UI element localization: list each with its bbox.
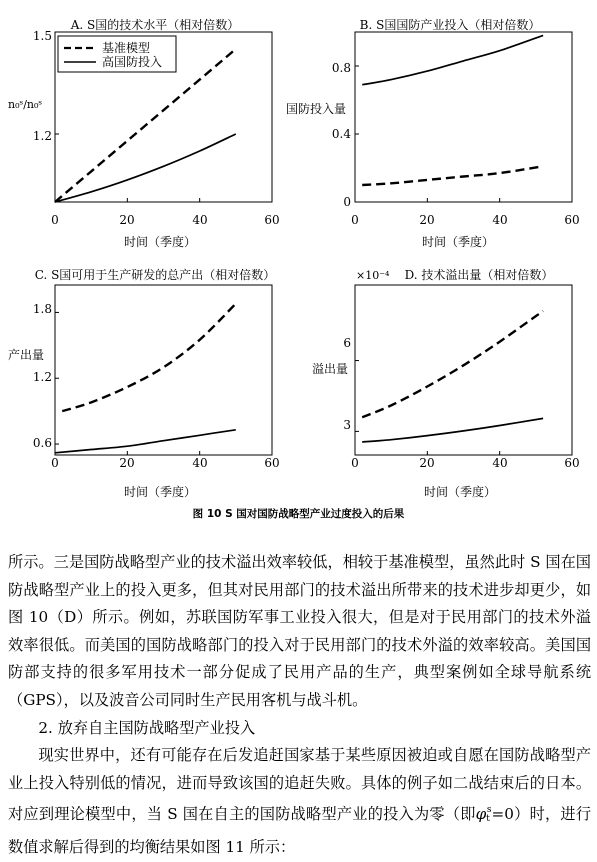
panel-b-xlabel: 时间（季度） [421,235,495,249]
panel-b-xtick-60: 60 [564,213,580,227]
figure-caption: 图 10 S 国对国防战略型产业过度投入的后果 [192,508,405,520]
panel-c-ylabel: 产出量 [8,348,45,362]
panel-c-xtick-60: 60 [264,456,280,470]
legend [58,36,176,72]
panel-a-series-solid [55,134,236,202]
paragraph-2-end: =0）时，进行数值求解后得到的均衡结果如图 11 所示： [8,805,592,856]
panel-d [312,267,580,499]
phi-subscript: t [486,814,490,825]
panel-a-xtick-20: 20 [119,213,135,227]
panel-b-series-solid [362,35,543,84]
section-heading: 2. 放弃自主国防战略型产业投入 [38,718,256,737]
panel-c-ytick-0.6: 0.6 [32,436,52,450]
paragraph-2-text: 现实世界中，还有可能存在后发追赶国家基于某些原因被迫或自愿在国防战略型产业上投入特别低的情况，进而导致该国的追赶失败。具体的例子如二战结束后的日本。对应到理论模型中，当 S 国在自主的国防战略型产业的投入为零（即 [8,746,591,824]
phi-equation [476,805,492,823]
panel-a-ytick-1.5: 1.5 [32,29,52,43]
panel-c-xtick-20: 20 [119,456,135,470]
panel-d-multiplier: ×10⁻⁴ [356,269,390,282]
legend-label-baseline: 基准模型 [102,41,151,55]
panel-a-xtick-40: 40 [192,213,208,227]
panel-c-ytick-1.8: 1.8 [32,302,52,316]
panel-b-ylabel: 国防投入量 [286,102,347,116]
paragraph-1: 所示。三是国防战略型产业的技术溢出效率较低，相较于基准模型，虽然此时 S 国在国防战略型产业上的投入更多，但其对民用部门的技术溢出所带来的技术进步却更少，如图 10（D）所示。例如，苏联国防军事工业投入很大，但是对于民用部门的技术外溢效率很低。而美国的国防战略部门的投入对于民用部门的技术外溢的效率较高。美国国防部支持的很多军用技术一部分促成了民用产品的生产，典型案例如全球导航系统（GPS），以及波音公司同时生产民用客机与战斗机。 [8,553,591,709]
panel-b-ytick-0.8: 0.8 [331,61,351,75]
panel-b-series-dashed [362,166,543,185]
panel-c-title: C. S国可用于生产研发的总产出（相对倍数） [34,268,276,282]
panel-c-frame [55,285,272,455]
panel-a-xtick-60: 60 [264,213,280,227]
panel-a-xtick-0: 0 [51,213,59,227]
panel-a-ylabel: n₀ˢ/n₀ˢ [8,98,43,111]
panel-b-xtick-20: 20 [419,213,435,227]
paragraph-2 [8,742,591,861]
panel-b-xtick-0: 0 [351,213,359,227]
panel-b-title: B. S国国防产业投入（相对倍数） [359,18,541,32]
panel-c-xlabel: 时间（季度） [123,485,197,499]
body-text [8,549,591,862]
panel-a-xlabel: 时间（季度） [123,235,197,249]
panel-d-series-solid [362,418,543,442]
panel-d-ylabel: 溢出量 [312,362,349,376]
panel-b-ytick-0: 0 [343,195,351,209]
panel-c-series-dashed [62,304,236,412]
panel-d-xlabel: 时间（季度） [423,485,497,499]
panel-d-frame [355,285,572,455]
panel-d-xtick-60: 60 [564,456,580,470]
panel-d-xtick-20: 20 [419,456,435,470]
panel-d-ytick-3: 3 [343,418,351,432]
phi-symbol: φ [475,805,487,824]
panel-c [8,267,280,499]
panel-c-ytick-1.2: 1.2 [32,370,52,384]
panel-b [286,17,580,249]
legend-label-high-defense: 高国防投入 [102,55,163,69]
panel-a-title: A. S国的技术水平（相对倍数） [70,18,240,32]
panel-b-ytick-0.4: 0.4 [331,127,351,141]
panel-c-xtick-0: 0 [51,456,59,470]
panel-d-ytick-6: 6 [343,336,351,350]
panel-c-xtick-40: 40 [192,456,208,470]
panel-a-ytick-1.2: 1.2 [32,129,52,143]
panel-a [8,17,280,249]
panel-d-xtick-0: 0 [351,456,359,470]
panel-d-title: D. 技术溢出量（相对倍数） [404,268,554,282]
panel-c-series-solid [55,430,236,453]
panel-d-xtick-40: 40 [492,456,508,470]
phi-superscript: s [486,805,492,816]
panel-d-series-dashed [362,311,543,417]
panel-b-xtick-40: 40 [492,213,508,227]
